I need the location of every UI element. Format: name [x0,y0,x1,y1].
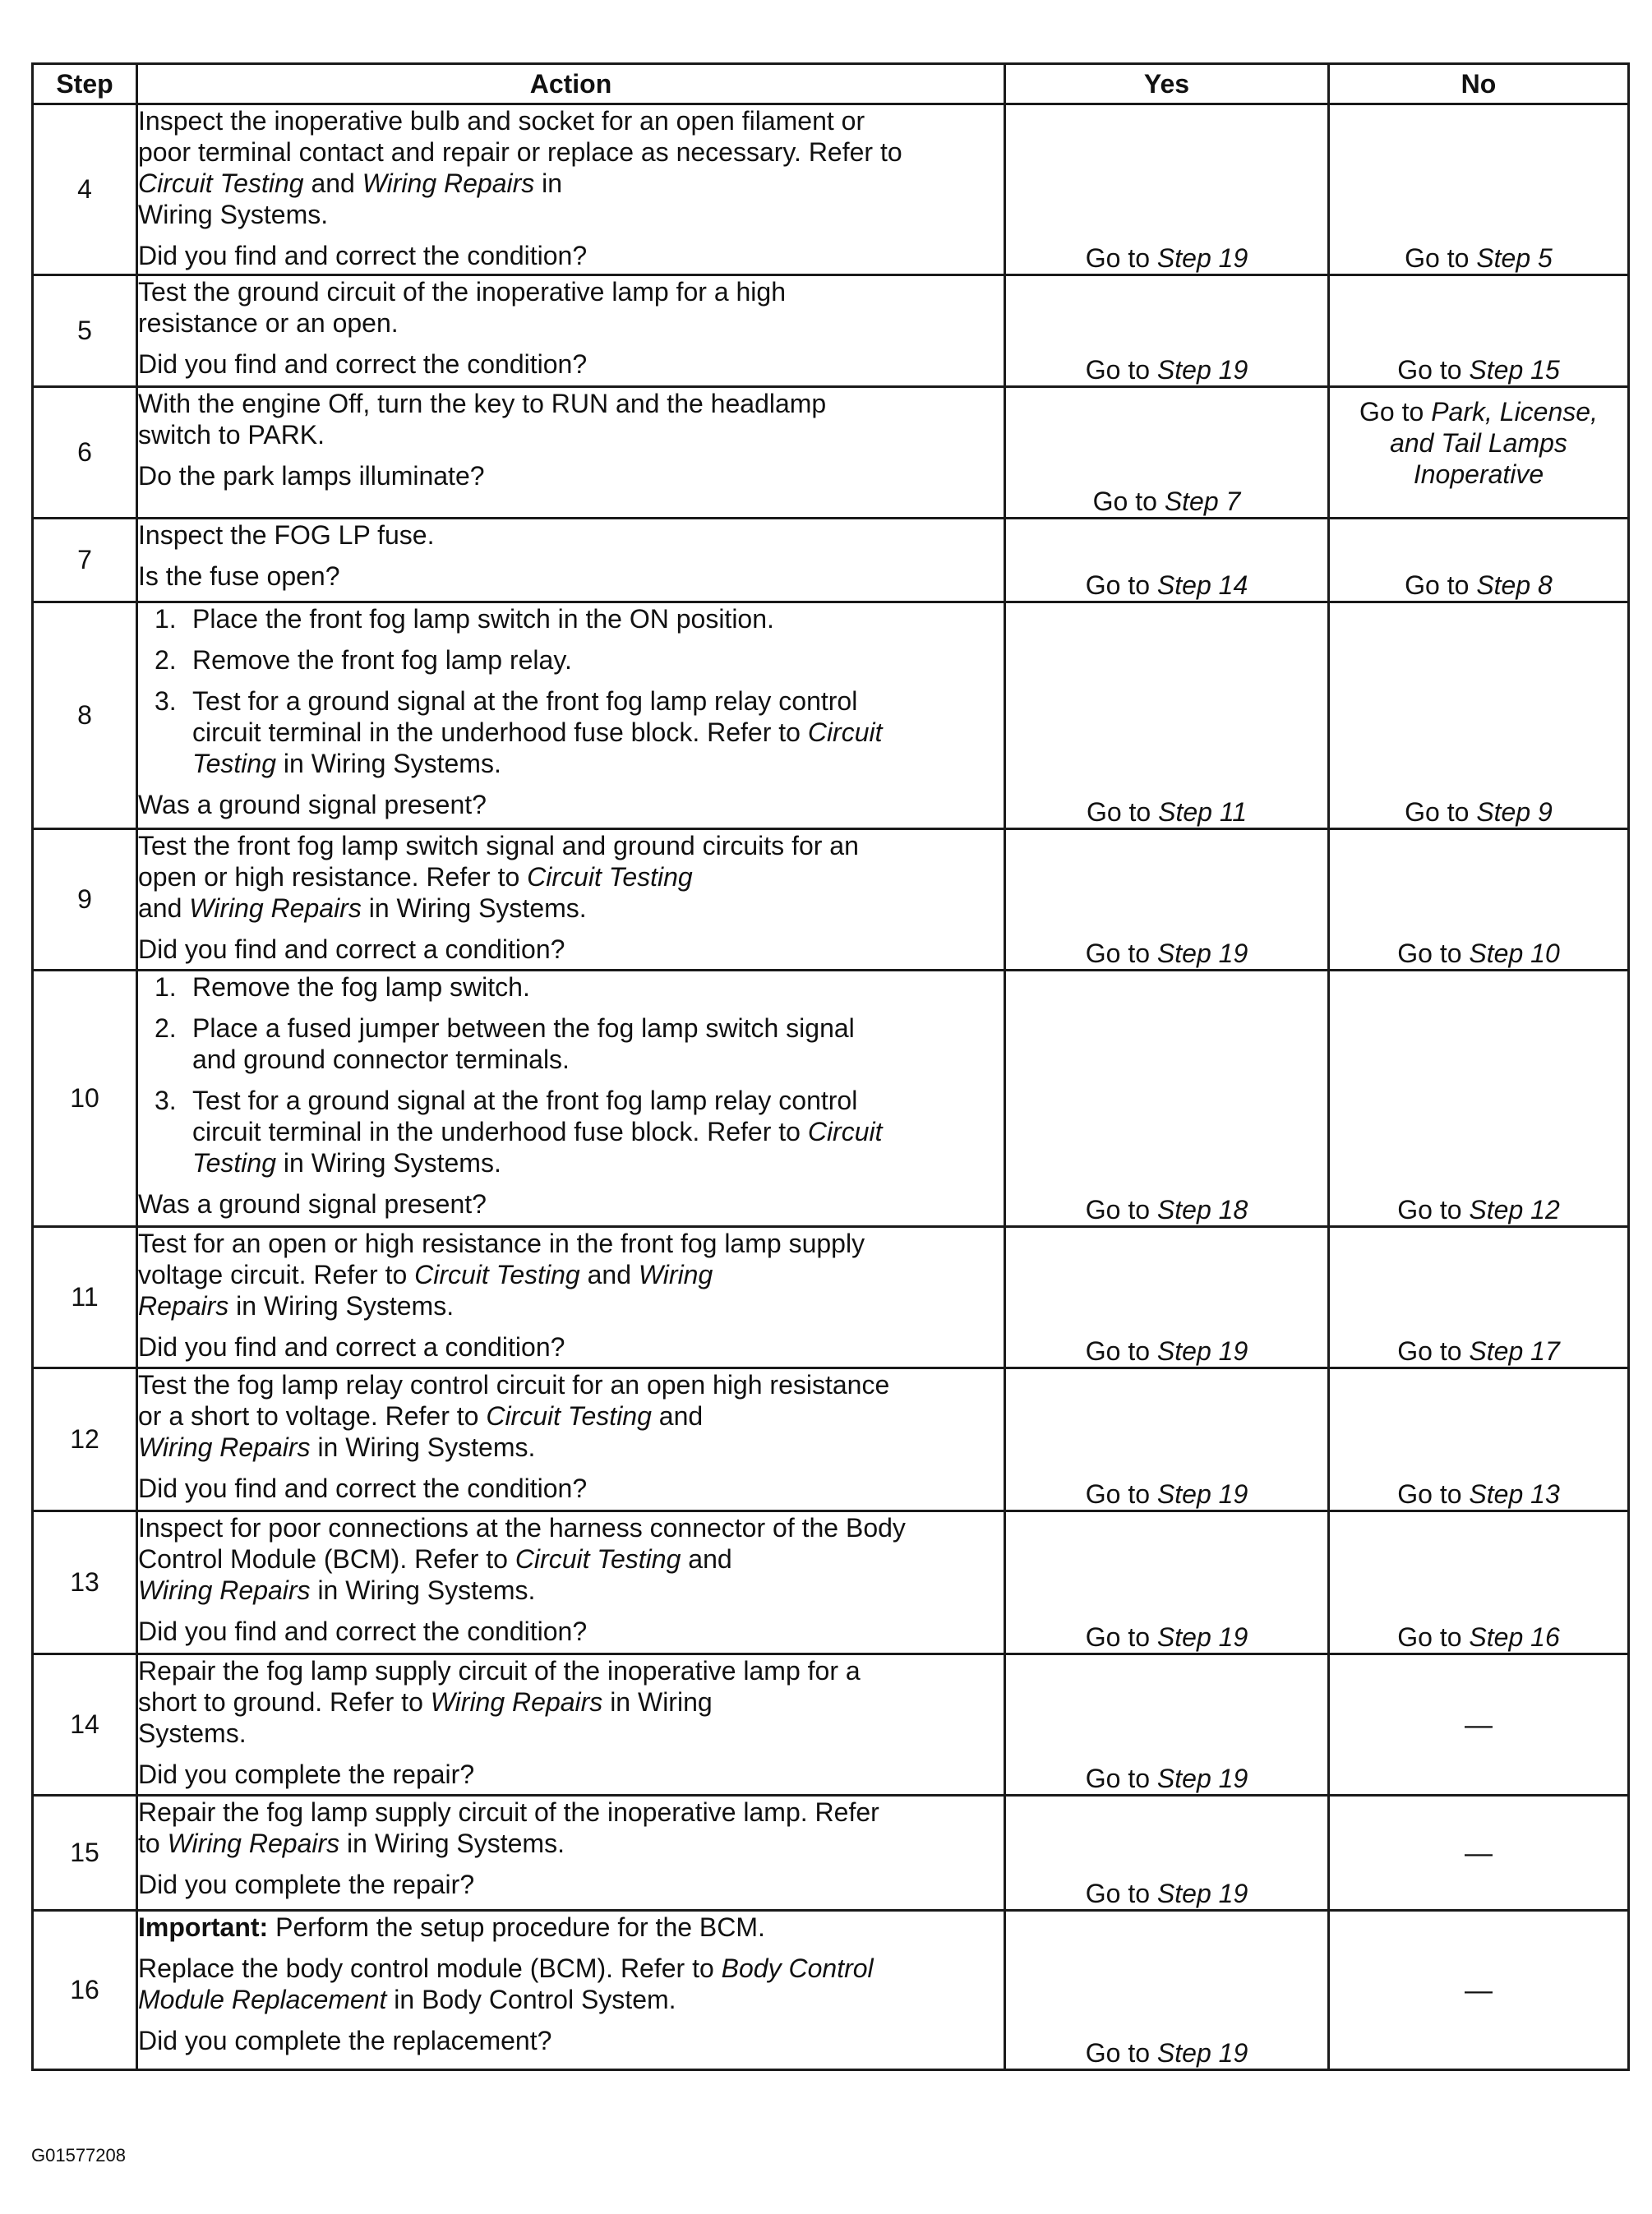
numbered-step [138,1012,1004,1075]
step-text [192,1085,1004,1178]
step-number: 13 [33,1511,137,1654]
text-run: in Wiring Systems. [138,168,563,229]
no-result [1330,1478,1627,1510]
no-cell [1329,829,1629,971]
italic-text: Step 19 [1156,1336,1248,1366]
no-result [1330,1194,1627,1225]
italic-text: Circuit Testing [138,168,304,198]
text-run: — [1465,1709,1493,1741]
spacer [138,1321,1004,1331]
text-run: Go to [1397,1195,1470,1225]
spacer [138,551,1004,560]
table-row [33,519,1629,602]
italic-text: Wiring Repairs [167,1829,340,1858]
yes-result [1006,354,1327,385]
no-cell [1329,387,1629,519]
yes-result [1006,1335,1327,1367]
italic-text: Step 10 [1469,939,1560,968]
header-step: Step [33,64,137,104]
text-run: Go to [1085,939,1157,968]
no-result [1330,938,1627,969]
action-instruction [138,1655,1004,1749]
text-run: in Wiring Systems. [310,1575,536,1605]
italic-text: Wiring Repairs [189,893,362,923]
spacer [138,1606,1004,1616]
header-yes: Yes [1005,64,1329,104]
text-run: Go to [1405,797,1477,827]
action-question: Did you complete the repair? [138,1760,475,1789]
no-result [1330,396,1627,490]
italic-text: Circuit Testing [486,1401,652,1431]
step-text [192,644,1004,676]
no-result [1330,1975,1627,2006]
action-instruction [138,388,1004,450]
italic-text: Step 12 [1469,1195,1560,1225]
table-body [33,104,1629,2070]
italic-text: Circuit Testing [414,1260,580,1289]
italic-text: Step 19 [1156,1479,1248,1509]
no-cell [1329,1511,1629,1654]
step-text [192,603,1004,634]
spacer [138,450,1004,460]
yes-result [1006,938,1327,969]
text-run: With the engine Off, turn the key to RUN and the headlamp switch to PARK. [138,389,827,450]
no-cell [1329,1911,1629,2070]
action-instruction [138,830,1004,924]
italic-text: Step 15 [1469,355,1560,385]
text-run: Go to [1085,1622,1157,1652]
italic-text: Step 11 [1158,797,1248,827]
text-run: and [138,893,182,923]
step-text [192,1012,1004,1075]
spacer [138,1943,1004,1953]
italic-text: Step 19 [1156,939,1248,968]
text-run: Test for a ground signal at the front fog lamp relay control circuit terminal in the underhood fuse block. Refer to [192,686,858,747]
action-question: Did you find and correct the condition? [138,1617,588,1646]
action-instruction [138,276,1004,339]
italic-text: Step 13 [1469,1479,1560,1509]
yes-cell [1005,1227,1329,1368]
table-row [33,1511,1629,1654]
no-cell [1329,1227,1629,1368]
action-cell [137,1227,1005,1368]
step-number: 16 [33,1911,137,2070]
text-run: Go to [1085,1879,1157,1908]
italic-text: Circuit Testing [527,862,693,892]
text-run: Go to [1085,355,1157,385]
step-number: 5 [33,275,137,387]
table-row [33,1654,1629,1796]
no-cell [1329,1796,1629,1911]
italic-text: Step 18 [1156,1195,1248,1225]
step-text [192,685,1004,779]
figure-id: G01577208 [31,2145,126,2166]
text-run: and [688,1544,732,1574]
step-number: 9 [33,829,137,971]
italic-text: Step 8 [1476,570,1553,600]
header-row [33,64,1629,104]
diagnostic-table [31,62,1630,2071]
step-index: 3. [155,1086,177,1115]
no-result [1330,570,1627,601]
yes-cell [1005,971,1329,1227]
italic-text: Circuit Testing [515,1544,681,1574]
yes-result [1006,1194,1327,1225]
text-run: in Wiring Systems. [276,749,501,778]
yes-cell [1005,1368,1329,1511]
numbered-step [138,685,1004,779]
italic-text: Body Control Module Replacement [138,1953,874,2014]
step-number: 10 [33,971,137,1227]
step-number: 15 [33,1796,137,1911]
italic-text: Wiring Repairs [138,1575,311,1605]
action-instruction [138,1797,1004,1859]
text-run: Test the ground circuit of the inoperative lamp for a high resistance or an open. [138,277,786,338]
yes-cell [1005,275,1329,387]
italic-text: Step 17 [1469,1336,1560,1366]
text-run: and [303,168,362,198]
italic-text: Circuit Testing [192,1117,883,1178]
text-run: Repair the fog lamp supply circuit of the inoperative lamp. Refer to [138,1797,879,1858]
header-action: Action [137,64,1005,104]
italic-text: Step 9 [1476,797,1553,827]
text-run: and [579,1260,639,1289]
text-run: in Body Control System. [386,1985,676,2014]
action-question: Did you complete the replacement? [138,2026,552,2055]
text-run: Place the front fog lamp switch in the ON position. [192,604,774,634]
yes-cell [1005,1796,1329,1911]
no-cell [1329,519,1629,602]
step-number: 14 [33,1654,137,1796]
action-cell [137,829,1005,971]
text-run: Go to [1085,2038,1157,2068]
no-result [1330,1621,1627,1653]
text-run: Go to [1397,939,1470,968]
text-run: Go to [1086,797,1159,827]
italic-text: Step 19 [1156,355,1248,385]
text-run: Replace the body control module (BCM). Refer to [138,1953,722,1983]
action-cell [137,1796,1005,1911]
action-cell [137,602,1005,829]
spacer [138,1463,1004,1473]
yes-result [1006,1763,1327,1794]
italic-text: Step 16 [1469,1622,1560,1652]
numbered-step [138,603,1004,634]
text-run: in Wiring Systems. [138,1687,713,1748]
italic-text: Step 19 [1156,2038,1248,2068]
spacer [138,2015,1004,2025]
no-result [1330,1838,1627,1869]
yes-result [1006,1478,1327,1510]
action-question: Do the park lamps illuminate? [138,461,485,491]
text-run: Place a fused jumper between the fog lamp switch signal and ground connector terminals. [192,1013,855,1074]
step-number: 4 [33,104,137,275]
text-run: Test for a ground signal at the front fog lamp relay control circuit terminal in the underhood fuse block. Refer to [192,1086,858,1146]
text-run: Repair the fog lamp supply circuit of the inoperative lamp for a short to ground. Refer to [138,1656,861,1717]
italic-text: Step 19 [1156,1879,1248,1908]
no-cell [1329,275,1629,387]
text-run: — [1465,1837,1493,1869]
step-index: 2. [155,645,177,675]
italic-text: Step 19 [1156,243,1248,273]
spacer [138,230,1004,240]
text-run: Go to [1085,570,1157,600]
action-question: Was a ground signal present? [138,790,487,819]
numbered-step [138,971,1004,1003]
yes-result [1006,1621,1327,1653]
no-result [1330,1335,1627,1367]
step-index: 1. [155,604,177,634]
no-result [1330,354,1627,385]
step-index: 2. [155,1013,177,1043]
text-run: Go to [1405,243,1477,273]
no-cell [1329,1368,1629,1511]
spacer [138,1178,1004,1188]
text-run: Go to [1397,355,1470,385]
table-row [33,602,1629,829]
yes-cell [1005,1654,1329,1796]
action-cell [137,1911,1005,2070]
table-row [33,1796,1629,1911]
text-run: Go to [1085,1479,1157,1509]
action-cell [137,1511,1005,1654]
italic-text: Wiring Repairs [362,168,535,198]
text-run: and [658,1401,704,1431]
italic-text: Wiring Repairs [138,1260,713,1321]
text-run: Inspect for poor connections at the harness connector of the Body Control Module (BCM). Refer to [138,1513,906,1574]
no-cell [1329,1654,1629,1796]
text-run: Test the front fog lamp switch signal and ground circuits for an open or high resistance. Refer to [138,831,859,892]
text-run: Go to [1405,570,1477,600]
italic-text: Step 14 [1156,570,1248,600]
action-instruction [138,1369,1004,1463]
spacer [138,779,1004,789]
step-index: 1. [155,972,177,1002]
italic-text: Wiring Repairs [430,1687,603,1717]
table-row [33,1911,1629,2070]
no-cell [1329,971,1629,1227]
spacer [138,924,1004,934]
action-instruction [138,1512,1004,1606]
yes-result [1006,242,1327,274]
text-run: Go to [1397,1622,1470,1652]
italic-text: Step 19 [1156,1764,1248,1793]
text-run: in Wiring Systems. [310,1432,536,1462]
yes-result [1006,486,1327,517]
italic-text: Step 7 [1164,487,1241,516]
action-question: Did you find and correct a condition? [138,934,565,964]
text-run: Go to [1092,487,1165,516]
spacer [138,1859,1004,1869]
action-cell [137,275,1005,387]
text-run: in Wiring Systems. [276,1148,501,1178]
table-row [33,104,1629,275]
text-run: Go to [1397,1336,1470,1366]
action-instruction [138,519,1004,551]
text-run: Go to [1359,397,1432,427]
action-question: Was a ground signal present? [138,1189,487,1219]
table-row [33,275,1629,387]
italic-text: Step 5 [1476,243,1553,273]
no-result [1330,1709,1627,1741]
table-row [33,1368,1629,1511]
no-cell [1329,602,1629,829]
text-run: Go to [1085,243,1157,273]
action-question: Did you find and correct the condition? [138,349,588,379]
yes-cell [1005,1911,1329,2070]
numbered-step [138,644,1004,676]
header-no: No [1329,64,1629,104]
step-number: 7 [33,519,137,602]
text-run: Remove the front fog lamp relay. [192,645,572,675]
text-run: Test the fog lamp relay control circuit for an open high resistance or a short to voltage. Refer to [138,1370,890,1431]
table-row [33,971,1629,1227]
yes-cell [1005,1511,1329,1654]
text-run: Remove the fog lamp switch. [192,972,530,1002]
numbered-step [138,1085,1004,1178]
action-cell [137,971,1005,1227]
italic-text: Park, License, and Tail Lamps Inoperative [1390,397,1598,489]
italic-text: Wiring Repairs [138,1432,311,1462]
step-number: 12 [33,1368,137,1511]
action-instruction [138,1953,1004,2015]
step-text [192,971,1004,1003]
text-run: in Wiring Systems. [339,1829,565,1858]
yes-cell [1005,519,1329,602]
yes-cell [1005,387,1329,519]
no-result [1330,796,1627,828]
action-cell [137,1368,1005,1511]
table-row [33,387,1629,519]
action-cell [137,387,1005,519]
italic-text: Circuit Testing [192,717,883,778]
yes-result [1006,796,1327,828]
yes-result [1006,570,1327,601]
step-number: 6 [33,387,137,519]
step-number: 11 [33,1227,137,1368]
text-run: Test for an open or high resistance in the front fog lamp supply voltage circuit. Refer to [138,1229,865,1289]
important-note [138,1912,1004,1943]
no-result [1330,242,1627,274]
text-run: — [1465,1974,1493,2006]
action-instruction [138,1228,1004,1321]
text-run: Inspect the FOG LP fuse. [138,520,435,550]
spacer [138,1749,1004,1759]
action-instruction [138,105,1004,230]
text-run: Inspect the inoperative bulb and socket for an open filament or poor terminal contact and repair or replace as necessary. Refer to [138,106,902,167]
action-cell [137,1654,1005,1796]
text-run: Go to [1085,1336,1157,1366]
no-cell [1329,104,1629,275]
action-question: Did you find and correct the condition? [138,241,588,270]
yes-cell [1005,829,1329,971]
action-question: Did you find and correct the condition? [138,1474,588,1503]
yes-result [1006,2037,1327,2069]
action-question: Is the fuse open? [138,561,340,591]
text-run: in Wiring Systems. [361,893,587,923]
text-run: Go to [1085,1195,1157,1225]
action-cell [137,519,1005,602]
important-text: Perform the setup procedure for the BCM. [268,1912,765,1942]
text-run: Go to [1085,1764,1157,1793]
text-run: in Wiring Systems. [228,1291,455,1321]
text-run: Go to [1397,1479,1470,1509]
important-label: Important: [138,1912,269,1942]
yes-result [1006,1878,1327,1909]
yes-cell [1005,602,1329,829]
spacer [138,339,1004,348]
step-index: 3. [155,686,177,716]
step-number: 8 [33,602,137,829]
action-question: Did you complete the repair? [138,1870,475,1899]
table-row [33,829,1629,971]
action-cell [137,104,1005,275]
table-row [33,1227,1629,1368]
yes-cell [1005,104,1329,275]
italic-text: Step 19 [1156,1622,1248,1652]
action-question: Did you find and correct a condition? [138,1332,565,1362]
